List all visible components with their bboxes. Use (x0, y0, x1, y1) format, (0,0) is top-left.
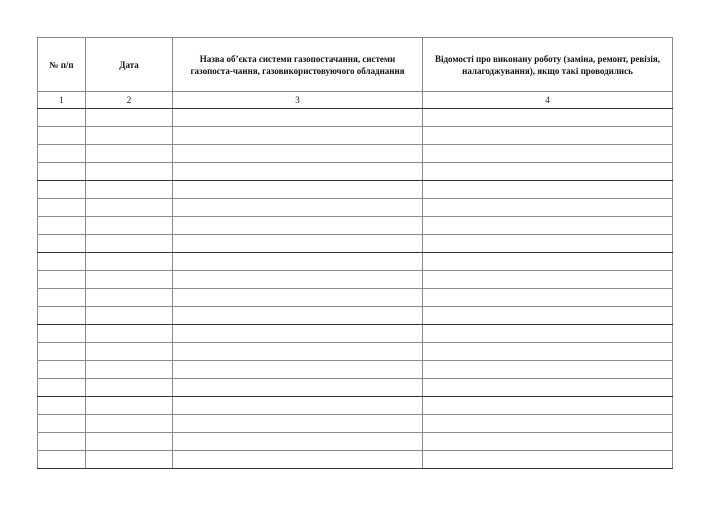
table-cell (86, 127, 173, 145)
table-cell (423, 361, 673, 379)
table-cell (86, 397, 173, 415)
header-row (38, 38, 673, 92)
table-cell (173, 271, 423, 289)
table-cell (423, 451, 673, 469)
table-cell (423, 307, 673, 325)
table-cell (423, 379, 673, 397)
table-cell (86, 379, 173, 397)
table-cell (86, 307, 173, 325)
table-cell (86, 235, 173, 253)
table-cell (423, 109, 673, 127)
table-cell (86, 325, 173, 343)
table-row (38, 451, 673, 469)
table-row (38, 343, 673, 361)
table-cell (173, 145, 423, 163)
header-cell-object-name (173, 38, 423, 92)
table-cell (38, 127, 86, 145)
column-number-cell: 4 (423, 92, 673, 109)
table-cell (173, 343, 423, 361)
table-row (38, 307, 673, 325)
table-cell (173, 289, 423, 307)
table-row (38, 145, 673, 163)
table-cell (423, 271, 673, 289)
table-cell (38, 109, 86, 127)
column-number-row (38, 92, 673, 109)
header-cell-date (86, 38, 173, 92)
table-cell (38, 361, 86, 379)
table-row (38, 361, 673, 379)
table-row (38, 235, 673, 253)
table-cell (38, 217, 86, 235)
table-cell (38, 199, 86, 217)
table-cell (423, 253, 673, 271)
table-cell (38, 307, 86, 325)
table-cell (423, 163, 673, 181)
table-cell (423, 415, 673, 433)
table-cell (173, 181, 423, 199)
table-cell (86, 217, 173, 235)
table-cell (173, 433, 423, 451)
table-row (38, 127, 673, 145)
table-cell (173, 451, 423, 469)
header-object-name-label: Назва об’єкта системи газопостачання, системи газопоста-чання, газовикористовуючого обладнання (190, 53, 405, 76)
table-cell (423, 325, 673, 343)
column-number-cell: 2 (86, 92, 173, 109)
table-cell (38, 343, 86, 361)
table-cell (423, 433, 673, 451)
header-cell-work-info (423, 38, 673, 92)
table-row (38, 433, 673, 451)
table-cell (38, 397, 86, 415)
table-cell (38, 325, 86, 343)
column-number-cell: 3 (173, 92, 423, 109)
table-row (38, 415, 673, 433)
table-cell (423, 235, 673, 253)
table-cell (423, 127, 673, 145)
header-work-info-label: Відомості про виконану роботу (заміна, ремонт, ревізія, налагоджування), якщо такі проводились (434, 53, 661, 76)
table-row (38, 325, 673, 343)
table-cell (38, 163, 86, 181)
table-cell (173, 127, 423, 145)
table-cell (86, 451, 173, 469)
table-cell (423, 289, 673, 307)
table-cell (173, 415, 423, 433)
table-cell (86, 253, 173, 271)
table-cell (173, 109, 423, 127)
work-log-sheet (37, 37, 672, 469)
table-cell (38, 289, 86, 307)
table-cell (38, 271, 86, 289)
table-cell (423, 217, 673, 235)
table-cell (38, 145, 86, 163)
column-number-cell: 1 (38, 92, 86, 109)
table-cell (423, 343, 673, 361)
table-cell (173, 253, 423, 271)
table-cell (38, 181, 86, 199)
table-cell (173, 361, 423, 379)
table-cell (173, 325, 423, 343)
table-cell (38, 235, 86, 253)
table-cell (86, 433, 173, 451)
table-cell (173, 397, 423, 415)
table-cell (423, 181, 673, 199)
table-cell (423, 145, 673, 163)
table-cell (38, 433, 86, 451)
table-cell (38, 253, 86, 271)
table-cell (173, 307, 423, 325)
header-number-label: № п/п (49, 59, 74, 70)
table-row (38, 289, 673, 307)
table-row (38, 253, 673, 271)
table-cell (86, 271, 173, 289)
table-cell (423, 397, 673, 415)
table-cell (86, 181, 173, 199)
table-cell (173, 199, 423, 217)
table-row (38, 199, 673, 217)
table-cell (173, 235, 423, 253)
header-cell-number (38, 38, 86, 92)
table-cell (86, 145, 173, 163)
table-row (38, 163, 673, 181)
table-cell (38, 415, 86, 433)
table-row (38, 217, 673, 235)
table-cell (173, 379, 423, 397)
table-row (38, 181, 673, 199)
table-cell (38, 451, 86, 469)
table-row (38, 397, 673, 415)
table-cell (86, 289, 173, 307)
table-row (38, 379, 673, 397)
table-cell (173, 163, 423, 181)
table-row (38, 109, 673, 127)
table-cell (423, 199, 673, 217)
table-cell (86, 199, 173, 217)
table-row (38, 271, 673, 289)
work-log-table (37, 37, 673, 469)
table-cell (38, 379, 86, 397)
table-cell (173, 217, 423, 235)
table-cell (86, 109, 173, 127)
table-cell (86, 415, 173, 433)
table-cell (86, 163, 173, 181)
header-date-label: Дата (119, 59, 139, 70)
table-cell (86, 343, 173, 361)
table-cell (86, 361, 173, 379)
